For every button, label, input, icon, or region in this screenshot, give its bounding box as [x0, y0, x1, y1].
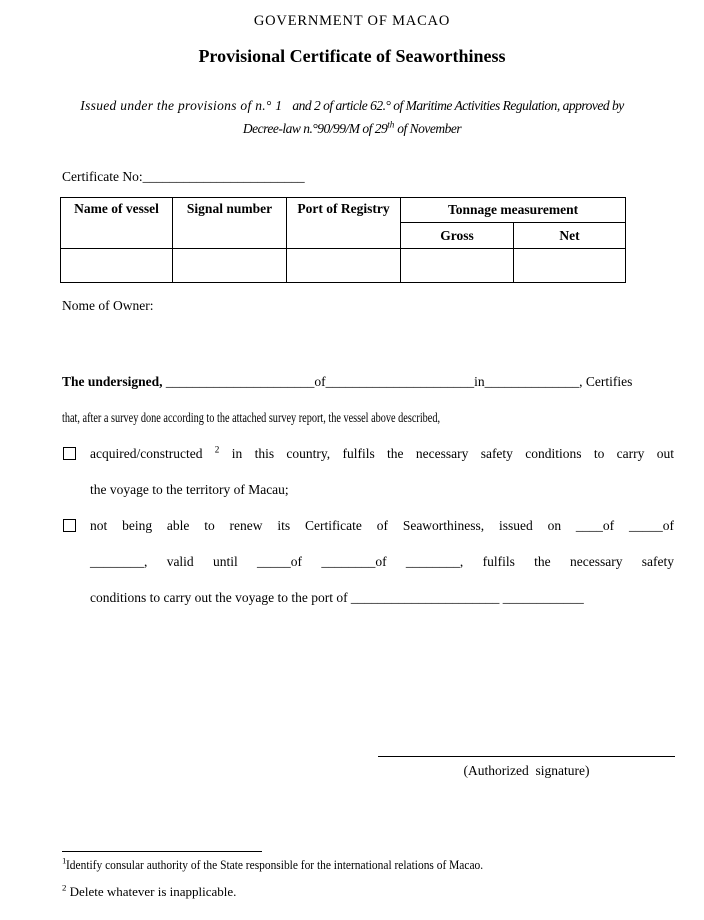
legal-subtitle	[0, 94, 704, 140]
cell-gross	[401, 249, 514, 283]
col-header-net: Net	[514, 223, 626, 249]
col-header-name-of-vessel: Name of vessel	[61, 198, 173, 249]
footnotes	[62, 851, 674, 905]
signature-caption: (Authorized signature)	[463, 763, 590, 778]
undersigned-blank-of: ______________________	[325, 374, 475, 389]
option-renewal-line3: conditions to carry out the voyage to the port of ______________________ ____________	[90, 590, 584, 605]
certification-body	[62, 364, 674, 616]
certificate-number-blank: ________________________	[142, 169, 305, 184]
signature-block	[378, 756, 675, 779]
legal-subtitle-line2: Decree-law n.°90/99/M of 29th of November	[242, 119, 462, 136]
footnote-2: $^2$ Delete whatever is inapplicable.	[62, 882, 237, 899]
checkbox-acquired[interactable]	[63, 447, 76, 460]
vessel-table	[60, 197, 626, 283]
certificate-number-label: Certificate No:	[62, 169, 143, 184]
footnote-1: $^1$Identify consular authority of the State responsible for the international relations of Macao.	[62, 855, 484, 872]
col-header-tonnage: Tonnage measurement	[401, 198, 626, 223]
col-header-signal-number: Signal number	[173, 198, 287, 249]
footnote-2-marker: 2	[62, 882, 67, 893]
certifies-label: , Certifies	[579, 374, 633, 389]
certificate-number-row	[62, 168, 704, 185]
option-acquired-line2: the voyage to the territory of Macau;	[90, 482, 289, 497]
option-acquired-line1: acquired/constructed $^2$ in this country, fulfils the necessary safety conditions to carry out	[62, 436, 674, 472]
legal-subtitle-line1: Issued under the provisions of n.° 1 and 2 of article 62.° of Maritime Activities Regulation, approved by	[80, 98, 624, 113]
undersigned-label: The undersigned,	[62, 374, 163, 389]
undersigned-blank-in: ______________	[484, 374, 580, 389]
footnote-1-marker: 1	[62, 855, 67, 866]
footnote-ref-2: 2	[214, 444, 220, 455]
cell-signal-number	[173, 249, 287, 283]
option-renewal-line1: not being able to renew its Certificate of Seaworthiness, issued on ____of _____of	[62, 508, 674, 544]
table-row	[61, 249, 626, 283]
government-header: GOVERNMENT OF MACAO	[253, 13, 451, 29]
cell-port-of-registry	[287, 249, 401, 283]
survey-statement: that, after a survey done according to the attached survey report, the vessel above described,	[62, 410, 441, 425]
checkbox-renewal[interactable]	[63, 519, 76, 532]
owner-label: Nome of Owner:	[62, 298, 154, 313]
col-header-port-of-registry: Port of Registry	[287, 198, 401, 249]
cell-net	[514, 249, 626, 283]
undersigned-line: The undersigned, ______________________of______________________in______________, Certifies	[62, 374, 633, 389]
document-title: Provisional Certificate of Seaworthiness	[198, 46, 506, 66]
col-header-gross: Gross	[401, 223, 514, 249]
option-renewal-line2: ________, valid until _____of ________of ________, fulfils the necessary safety	[90, 554, 674, 569]
undersigned-blank-name: ______________________	[162, 374, 315, 389]
cell-name-of-vessel	[61, 249, 173, 283]
